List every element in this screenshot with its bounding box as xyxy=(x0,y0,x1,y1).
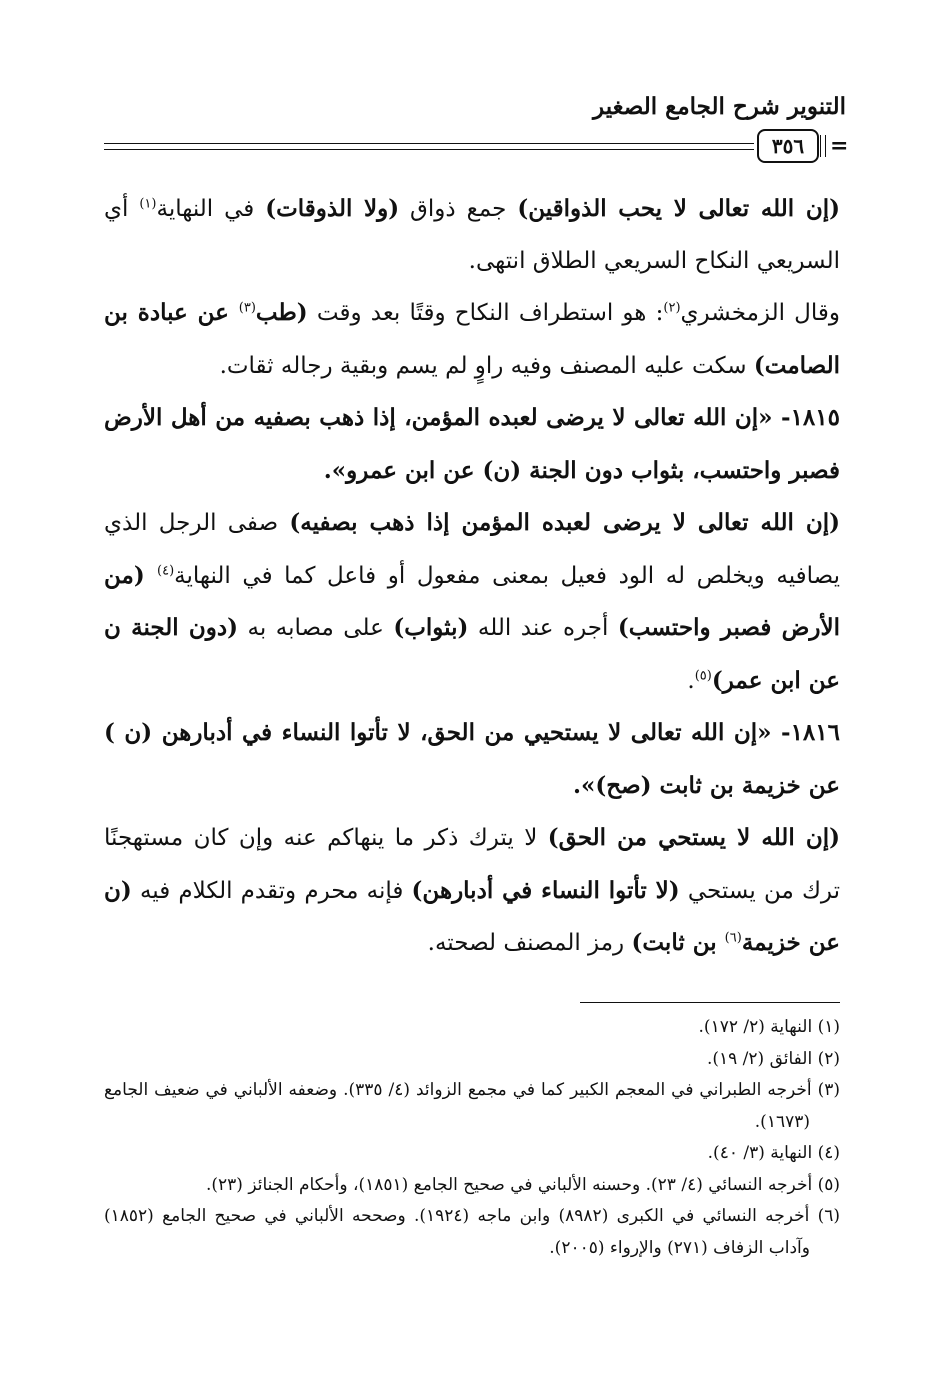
footnote-ref[interactable]: (١) xyxy=(139,196,157,212)
footnote-2: (٢) الفائق (٢/ ١٩). xyxy=(706,1048,840,1069)
hadith-quote: (لا تأتوا النساء في أدبارهن) xyxy=(411,876,680,904)
commentary-text: : هو استطراف النكاح وقتًا بعد وقت xyxy=(307,300,664,326)
commentary-text: في النهاية xyxy=(156,196,266,222)
footnote-5: (٥) أخرجه النسائي (٤/ ٢٣). وحسنه الألباني في صحيح الجامع (١٨٥١)، وأحكام الجنائز (٢٣). xyxy=(205,1174,840,1195)
paragraph-2 xyxy=(104,287,840,392)
commentary-text: وقال الزمخشري xyxy=(680,300,840,326)
hadith-quote: (ولا الذوقات) xyxy=(265,195,400,222)
commentary-text: جمع ذواق xyxy=(399,196,518,222)
footnotes xyxy=(104,1012,840,1264)
commentary-text: . xyxy=(687,667,695,694)
footnote-ref[interactable]: (٣) xyxy=(238,300,256,316)
source-reference: (دون الجنة ن عن ابن عمر) xyxy=(104,614,840,694)
footnote-ref[interactable]: (٤) xyxy=(157,562,175,578)
hadith-quote: (إن الله تعالى لا يرضى لعبده المؤمن إذا ذهب بصفيه) xyxy=(289,509,840,536)
page-number: ٣٥٦ xyxy=(757,129,819,163)
commentary-text: رمز المصنف لصحته. xyxy=(427,930,632,956)
footnote-ref[interactable]: (٥) xyxy=(694,667,712,683)
running-title: التنوير شرح الجامع الصغير xyxy=(593,93,846,120)
commentary-text: سكت عليه المصنف وفيه راوٍ لم يسم وبقية رجاله ثقات. xyxy=(219,352,754,379)
source-reference: (طب xyxy=(255,299,308,326)
hadith-quote: (من الأرض فصبر واحتسب) xyxy=(104,561,840,641)
commentary-text: أجره عند الله xyxy=(468,615,618,641)
commentary-text: لا يترك ذكر ما ينهاكم عنه وإن كان مستهجنًا ترك من يستحي xyxy=(104,825,841,904)
hadith-1815 xyxy=(104,392,840,497)
paragraph-4 xyxy=(104,497,840,707)
header-rule-bottom xyxy=(104,149,754,150)
main-text xyxy=(104,183,840,970)
footnote-ref[interactable]: (٦) xyxy=(724,930,742,946)
commentary-text: على مصابه به xyxy=(237,615,394,641)
hadith-quote: (بثواب) xyxy=(393,614,469,641)
footnote-separator xyxy=(580,1002,840,1003)
header-tail-mark: = xyxy=(830,133,849,159)
source-reference: (ن عن خزيمة xyxy=(104,876,840,956)
hadith-text: ١٨١٦- «إن الله تعالى لا يستحيي من الحق، لا تأتوا النساء في أدبارهن (ن ) عن خزيمة بن ثابت (صح)». xyxy=(104,719,840,799)
footnote-1: (١) النهاية (٢/ ١٧٢). xyxy=(698,1017,840,1037)
footnote-6: (٦) أخرجه النسائي في الكبرى (٨٩٨٢) وابن ماجه (١٩٢٤). وصححه الألباني في صحيح الجامع (١٨٥٢) وآداب الزفاف (٢٧١) والإرواء (٢٠٠٥). xyxy=(104,1206,841,1258)
hadith-quote: (إن الله تعالى لا يحب الذواقين) xyxy=(517,195,840,222)
hadith-text: ١٨١٥- «إن الله تعالى لا يرضى لعبده المؤمن، إذا ذهب بصفيه من أهل الأرض فصبر واحتسب، بثواب دون الجنة (ن) عن ابن عمرو». xyxy=(104,404,840,484)
commentary-text: أي السريعي النكاح السريعي الطلاق انتهى. xyxy=(104,196,840,274)
commentary-text: صفى الرجل الذي يصافيه ويخلص له الود فعيل بمعنى مفعول أو فاعل كما في النهاية xyxy=(104,510,840,589)
hadith-quote: (إن الله لا يستحي من الحق) xyxy=(547,824,840,851)
paragraph-6 xyxy=(104,812,840,970)
paragraph-1 xyxy=(104,183,840,287)
source-reference: بن ثابت) xyxy=(631,929,725,956)
footnote-3: (٣) أخرجه الطبراني في المعجم الكبير كما في مجمع الزوائد (٤/ ٣٣٥). وضعفه الألباني في ضعيف الجامع (١٦٧٣). xyxy=(104,1080,840,1132)
hadith-1816 xyxy=(104,707,840,812)
footnote-ref[interactable]: (٢) xyxy=(663,300,681,316)
footnote-4: (٤) النهاية (٣/ ٤٠). xyxy=(707,1143,840,1163)
commentary-text: فإنه محرم وتقدم الكلام فيه xyxy=(131,877,412,904)
header-rule-top xyxy=(104,143,754,144)
source-reference: عن عبادة بن الصامت) xyxy=(104,299,840,379)
